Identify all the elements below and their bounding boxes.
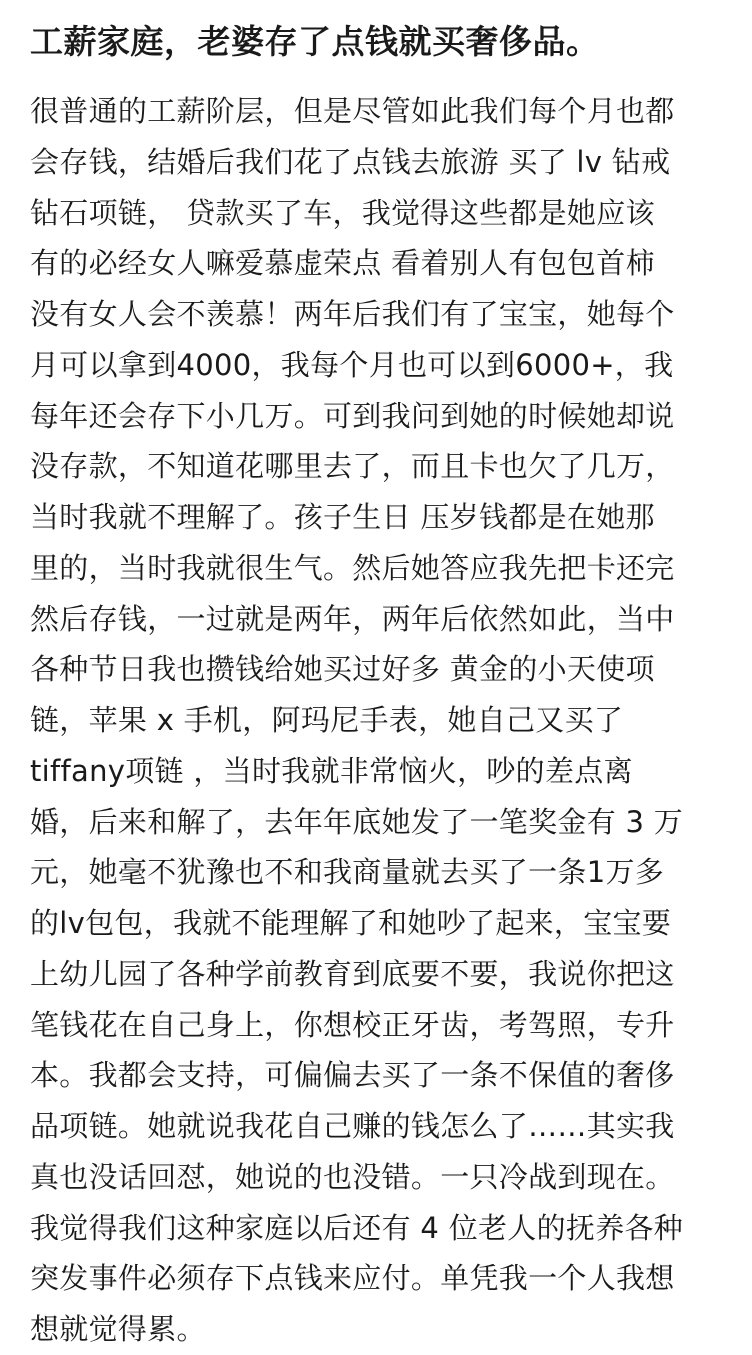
post-body-line: 各种节日我也攒钱给她买过好多 黄金的小天使项	[30, 652, 655, 687]
post-body-line: 每年还会存下小几万。可到我问到她的时候她却说	[30, 398, 675, 433]
post-body-line: 没有女人会不羡慕！两年后我们有了宝宝，她每个	[30, 297, 675, 331]
post-body-line: 里的，当时我就很生气。然后她答应我先把卡还完	[30, 550, 675, 585]
post-body-line: 有的必经女人嘛爱慕虚荣点 看着别人有包包首柿	[30, 246, 655, 281]
post-title: 工薪家庭，老婆存了点钱就买奢侈品。	[30, 22, 600, 61]
post-body-line: 然后存钱，一过就是两年，两年后依然如此，当中	[30, 601, 675, 636]
post-body-line: 品项链。她就说我花自己赚的钱怎么了……其实我	[30, 1109, 675, 1143]
post-body-line: 笔钱花在自己身上，你想校正牙齿，考驾照，专升	[30, 1007, 675, 1042]
post-body-line: 我觉得我们这种家庭以后还有 4 位老人的抚养各种	[30, 1210, 684, 1245]
post-body-line: 本。我都会支持，可偏偏去买了一条不保值的奢侈	[30, 1058, 675, 1093]
post-body-line: 钻石项链， 贷款买了车，我觉得这些都是她应该	[30, 195, 655, 230]
post-body-line: 很普通的工薪阶层，但是尽管如此我们每个月也都	[30, 94, 675, 128]
post-body-line: 婚，后来和解了，去年年底她发了一笔奖金有 3 万	[30, 804, 684, 839]
post-body-line: 月可以拿到4000，我每个月也可以到6000+，我	[30, 347, 674, 382]
post-body	[30, 86, 722, 1355]
post-body-line: 的lv包包，我就不能理解了和她吵了起来，宝宝要	[30, 906, 672, 940]
post-body-line: 上幼儿园了各种学前教育到底要不要，我说你把这	[30, 956, 675, 991]
post-body-line: tiffany项链 ，当时我就非常恼火，吵的差点离	[30, 753, 633, 788]
post-body-line: 真也没话回怼，她说的也没错。一只冷战到现在。	[30, 1159, 675, 1194]
post-body-line: 当时我就不理解了。孩子生日 压岁钱都是在她那	[30, 500, 655, 534]
post-body-line: 会存钱，结婚后我们花了点钱去旅游 买了 lv 钻戒	[30, 144, 671, 179]
post-body-line: 元，她毫不犹豫也不和我商量就去买了一条1万多	[30, 855, 665, 890]
post-body-line: 链，苹果 x 手机，阿玛尼手表，她自己又买了	[30, 703, 624, 737]
post-body-line: 想就觉得累。	[30, 1312, 206, 1346]
post-body-line: 没存款，不知道花哪里去了，而且卡也欠了几万，	[30, 449, 675, 484]
post-body-line: 突发事件必须存下点钱来应付。单凭我一个人我想	[30, 1261, 675, 1296]
